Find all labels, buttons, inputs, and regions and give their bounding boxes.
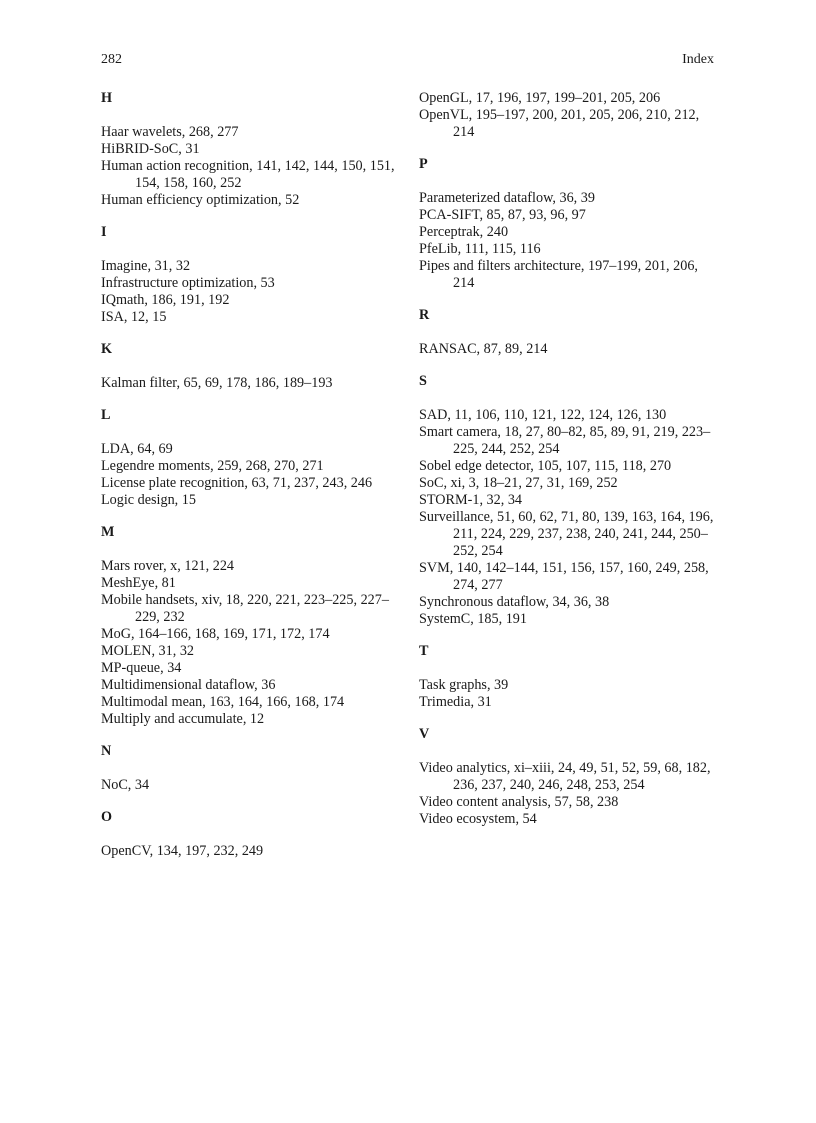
index-section-n bbox=[101, 743, 401, 794]
index-entry: License plate recognition, 63, 71, 237, 243, 246 bbox=[101, 475, 373, 491]
index-entry: MOLEN, 31, 32 bbox=[101, 643, 195, 659]
index-entry: Video ecosystem, 54 bbox=[419, 811, 537, 827]
index-entry: Multiply and accumulate, 12 bbox=[101, 711, 265, 727]
index-entry: Kalman filter, 65, 69, 178, 186, 189–193 bbox=[101, 375, 333, 391]
index-entry: Task graphs, 39 bbox=[419, 677, 509, 693]
section-letter: M bbox=[101, 524, 115, 540]
index-entry: STORM-1, 32, 34 bbox=[419, 492, 523, 508]
index-entry: Video analytics, xi–xiii, 24, 49, 51, 52, 59, 68, 182, 236, 237, 240, 246, 248, 253, 254 bbox=[419, 760, 711, 793]
index-entry: LDA, 64, 69 bbox=[101, 441, 173, 457]
index-entry: NoC, 34 bbox=[101, 777, 150, 793]
section-letter: P bbox=[419, 156, 428, 172]
index-section-o bbox=[101, 809, 401, 860]
index-entry: Haar wavelets, 268, 277 bbox=[101, 124, 239, 140]
page-number: 282 bbox=[101, 52, 122, 67]
index-entry: Multimodal mean, 163, 164, 166, 168, 174 bbox=[101, 694, 345, 710]
index-entry: Infrastructure optimization, 53 bbox=[101, 275, 275, 291]
index-entry: ISA, 12, 15 bbox=[101, 309, 167, 325]
running-head: Index bbox=[682, 52, 714, 67]
index-entry: OpenVL, 195–197, 200, 201, 205, 206, 210, 212, 214 bbox=[419, 107, 700, 140]
index-entry: Mars rover, x, 121, 224 bbox=[101, 558, 235, 574]
index-entry: OpenCV, 134, 197, 232, 249 bbox=[101, 843, 264, 859]
section-letter: S bbox=[419, 373, 427, 389]
index-section-o-continued bbox=[419, 90, 719, 141]
index-entry: PCA-SIFT, 85, 87, 93, 96, 97 bbox=[419, 207, 586, 223]
index-entry: Mobile handsets, xiv, 18, 220, 221, 223–225, 227–229, 232 bbox=[101, 592, 389, 625]
section-letter: N bbox=[101, 743, 112, 759]
index-entry: Human action recognition, 141, 142, 144, 150, 151, 154, 158, 160, 252 bbox=[101, 158, 395, 191]
index-entry: Parameterized dataflow, 36, 39 bbox=[419, 190, 595, 206]
index-section-t bbox=[419, 643, 719, 711]
index-entry: Synchronous dataflow, 34, 36, 38 bbox=[419, 594, 610, 610]
index-section-m bbox=[101, 524, 401, 728]
index-section-h bbox=[101, 90, 401, 209]
index-entry: SVM, 140, 142–144, 151, 156, 157, 160, 249, 258, 274, 277 bbox=[419, 560, 709, 593]
section-letter: I bbox=[101, 224, 107, 240]
index-section-s bbox=[419, 373, 719, 628]
index-section-i bbox=[101, 224, 401, 326]
section-letter: V bbox=[419, 726, 430, 742]
index-entry: MoG, 164–166, 168, 169, 171, 172, 174 bbox=[101, 626, 330, 642]
index-entry: Smart camera, 18, 27, 80–82, 85, 89, 91, 219, 223–225, 244, 252, 254 bbox=[419, 424, 711, 457]
index-section-v bbox=[419, 726, 719, 828]
index-entry: Human efficiency optimization, 52 bbox=[101, 192, 300, 208]
section-letter: K bbox=[101, 341, 113, 357]
index-entry: SystemC, 185, 191 bbox=[419, 611, 527, 627]
index-entry: Logic design, 15 bbox=[101, 492, 196, 508]
section-letter: O bbox=[101, 809, 113, 825]
index-entry: Surveillance, 51, 60, 62, 71, 80, 139, 163, 164, 196, 211, 224, 229, 237, 238, 240, 241, 244, 250–252, 254 bbox=[419, 509, 714, 559]
index-entry: Sobel edge detector, 105, 107, 115, 118, 270 bbox=[419, 458, 672, 474]
section-letter: L bbox=[101, 407, 111, 423]
index-section-k bbox=[101, 341, 401, 392]
index-entry: Multidimensional dataflow, 36 bbox=[101, 677, 276, 693]
index-entry: Trimedia, 31 bbox=[419, 694, 492, 710]
section-letter: H bbox=[101, 90, 113, 106]
index-entry: IQmath, 186, 191, 192 bbox=[101, 292, 230, 308]
index-entry: MeshEye, 81 bbox=[101, 575, 176, 591]
index-entry: RANSAC, 87, 89, 214 bbox=[419, 341, 548, 357]
index-entry: Imagine, 31, 32 bbox=[101, 258, 191, 274]
index-section-l bbox=[101, 407, 401, 509]
index-entry: Perceptrak, 240 bbox=[419, 224, 509, 240]
index-entry: Pipes and filters architecture, 197–199, 201, 206, 214 bbox=[419, 258, 698, 291]
index-entry: Video content analysis, 57, 58, 238 bbox=[419, 794, 619, 810]
index-section-p bbox=[419, 156, 719, 292]
index-entry: MP-queue, 34 bbox=[101, 660, 182, 676]
section-letter: T bbox=[419, 643, 429, 659]
left-column bbox=[101, 90, 401, 875]
index-entry: PfeLib, 111, 115, 116 bbox=[419, 241, 541, 257]
index-entry: OpenGL, 17, 196, 197, 199–201, 205, 206 bbox=[419, 90, 661, 106]
index-entry: HiBRID-SoC, 31 bbox=[101, 141, 200, 157]
index-entry: SoC, xi, 3, 18–21, 27, 31, 169, 252 bbox=[419, 475, 618, 491]
section-letter: R bbox=[419, 307, 430, 323]
right-column bbox=[419, 90, 719, 843]
index-entry: Legendre moments, 259, 268, 270, 271 bbox=[101, 458, 324, 474]
index-entry: SAD, 11, 106, 110, 121, 122, 124, 126, 130 bbox=[419, 407, 667, 423]
index-section-r bbox=[419, 307, 719, 358]
